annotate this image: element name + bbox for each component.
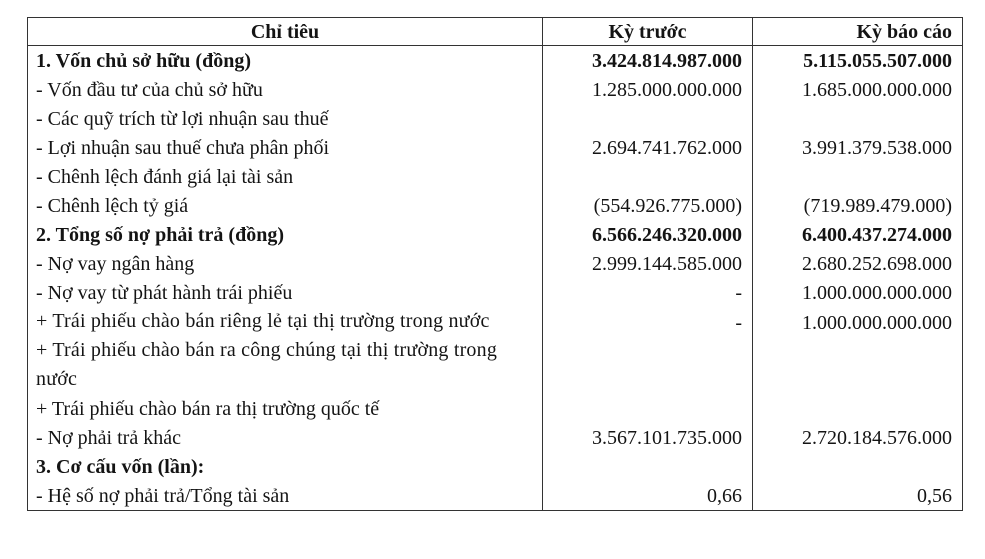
table-row xyxy=(28,46,963,76)
row-label: - Nợ phải trả khác xyxy=(28,423,543,452)
row-reporting-value: 3.991.379.538.000 xyxy=(753,133,963,162)
table-row xyxy=(28,249,963,278)
row-previous-value xyxy=(543,452,753,481)
row-reporting-value: 1.685.000.000.000 xyxy=(753,75,963,104)
row-reporting-value xyxy=(753,162,963,191)
row-label: - Vốn đầu tư của chủ sở hữu xyxy=(28,75,543,104)
row-reporting-value: 2.680.252.698.000 xyxy=(753,249,963,278)
row-previous-value: 3.424.814.987.000 xyxy=(543,46,753,76)
row-previous-value: 6.566.246.320.000 xyxy=(543,220,753,249)
row-previous-value: 0,66 xyxy=(543,481,753,511)
table-row xyxy=(28,481,963,511)
table-row xyxy=(28,336,963,394)
header-reporting-period: Kỳ báo cáo xyxy=(753,18,963,46)
row-reporting-value: 1.000.000.000.000 xyxy=(753,307,963,336)
row-reporting-value xyxy=(753,452,963,481)
table-row xyxy=(28,278,963,307)
row-label: + Trái phiếu chào bán ra thị trường quốc tế xyxy=(28,394,543,423)
table-row xyxy=(28,423,963,452)
table-row xyxy=(28,75,963,104)
header-row xyxy=(28,18,963,46)
row-previous-value: 2.694.741.762.000 xyxy=(543,133,753,162)
header-previous-period: Kỳ trước xyxy=(543,18,753,46)
row-previous-value: 2.999.144.585.000 xyxy=(543,249,753,278)
row-reporting-value xyxy=(753,104,963,133)
row-label: 2. Tổng số nợ phải trả (đồng) xyxy=(28,220,543,249)
header-indicator: Chỉ tiêu xyxy=(28,18,543,46)
row-reporting-value: 5.115.055.507.000 xyxy=(753,46,963,76)
table-row xyxy=(28,104,963,133)
row-reporting-value xyxy=(753,394,963,423)
row-label: - Chênh lệch tỷ giá xyxy=(28,191,543,220)
row-label: - Nợ vay ngân hàng xyxy=(28,249,543,278)
row-label: + Trái phiếu chào bán ra công chúng tại thị trường trong nước xyxy=(28,336,543,394)
row-label: - Các quỹ trích từ lợi nhuận sau thuế xyxy=(28,104,543,133)
row-previous-value xyxy=(543,336,753,394)
table-row xyxy=(28,307,963,336)
row-label: 1. Vốn chủ sở hữu (đồng) xyxy=(28,46,543,76)
table-row xyxy=(28,191,963,220)
row-reporting-value xyxy=(753,336,963,394)
row-reporting-value: 2.720.184.576.000 xyxy=(753,423,963,452)
row-previous-value xyxy=(543,104,753,133)
capital-structure-table xyxy=(27,17,963,511)
row-label: - Chênh lệch đánh giá lại tài sản xyxy=(28,162,543,191)
row-previous-value: - xyxy=(543,278,753,307)
row-label: 3. Cơ cấu vốn (lần): xyxy=(28,452,543,481)
table-row xyxy=(28,452,963,481)
row-reporting-value: 1.000.000.000.000 xyxy=(753,278,963,307)
row-label: - Lợi nhuận sau thuế chưa phân phối xyxy=(28,133,543,162)
row-reporting-value: (719.989.479.000) xyxy=(753,191,963,220)
table-row xyxy=(28,394,963,423)
row-previous-value xyxy=(543,162,753,191)
row-previous-value: 3.567.101.735.000 xyxy=(543,423,753,452)
table-row xyxy=(28,220,963,249)
row-previous-value: (554.926.775.000) xyxy=(543,191,753,220)
row-label: - Hệ số nợ phải trả/Tổng tài sản xyxy=(28,481,543,511)
row-previous-value: - xyxy=(543,307,753,336)
row-reporting-value: 6.400.437.274.000 xyxy=(753,220,963,249)
row-reporting-value: 0,56 xyxy=(753,481,963,511)
table-row xyxy=(28,162,963,191)
row-previous-value xyxy=(543,394,753,423)
table-row xyxy=(28,133,963,162)
row-label: - Nợ vay từ phát hành trái phiếu xyxy=(28,278,543,307)
row-previous-value: 1.285.000.000.000 xyxy=(543,75,753,104)
row-label: + Trái phiếu chào bán riêng lẻ tại thị trường trong nước xyxy=(28,307,543,336)
